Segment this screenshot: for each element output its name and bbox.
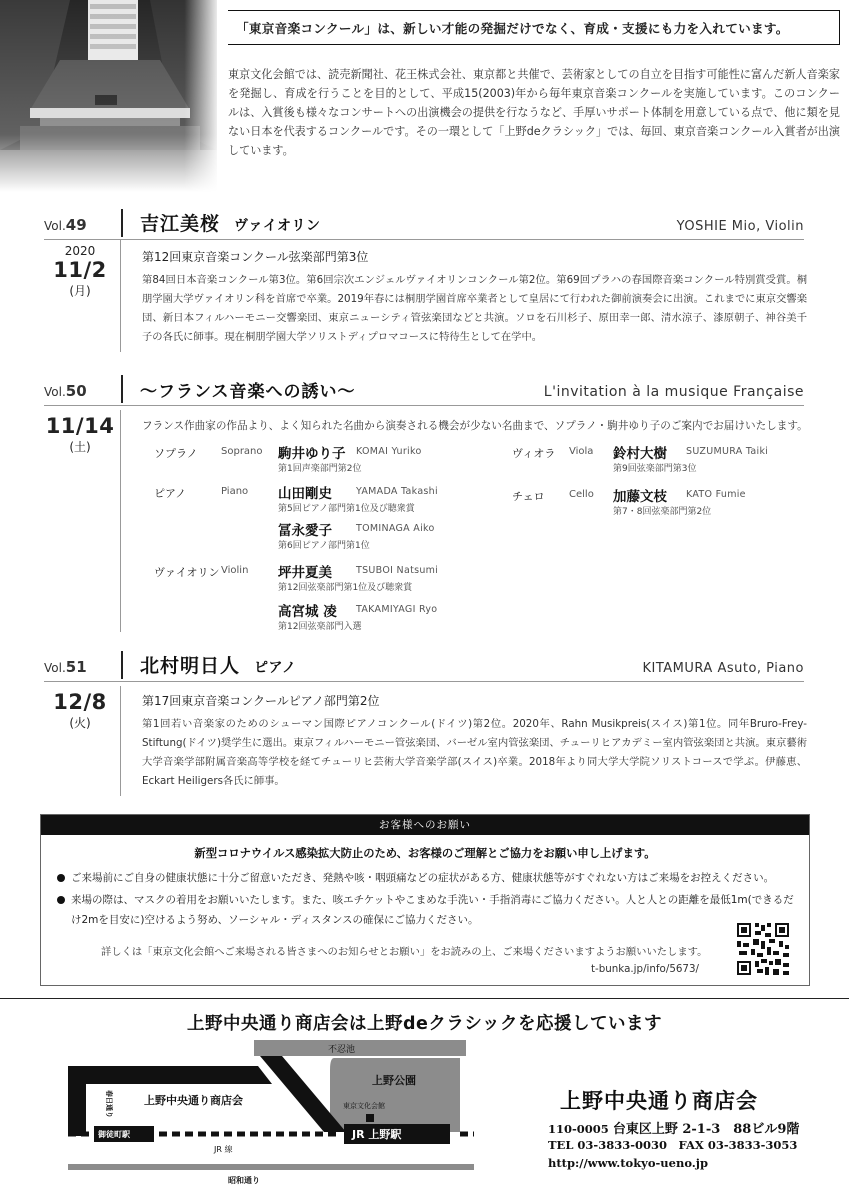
notice-detail: 詳しくは「東京文化会館へご来場される皆さまへのお知らせとお願い」をお読みの上、ご来場くださいますようお願いいたします。 [101,946,708,958]
label-street: 上野中央通り商店会 [144,1094,243,1107]
postal-code: 110-0005 [548,1122,609,1136]
label-shinobazu: 不忍池 [328,1045,356,1055]
association-tel: TEL 03-3833-0030 FAX 03-3833-3053 [548,1138,798,1152]
intro-paragraph: 東京文化会館では、読売新聞社、花王株式会社、東京都と共催で、芸術家としての自立を目指す可能性に富んだ新人音楽家を発掘し、育成を行うことを目的として、平成15(2003)年から毎年東京音楽コンクールを実施しています。このコンクールは、入賞後も様々なコンサートへの出演機会の提供を行なうなど、手厚いサポート体制を用意している点で、他に類を見ない日本を代表するコンクールです。その一環として「上野deクラシック」では、毎回、東京音楽コンクール入賞者が出演しています。 [228,68,840,157]
ueno-park-area [330,1058,460,1132]
vol49-title [140,209,320,236]
role-cello: チェロ [512,490,545,503]
performer-name-en: TOMINAGA Aiko [356,523,435,534]
date-month-day: 11/14 [45,414,115,438]
label-showa: 昭和通り [228,1176,260,1185]
vol49-roman-name: YOSHIE Mio, Violin [676,219,804,234]
vol49-header [44,206,804,240]
vol-rule [44,405,804,406]
label-ueno-park: 上野公園 [372,1074,416,1087]
date-year: 2020 [64,244,96,258]
performer-name: 鈴村大樹 [613,446,667,462]
association-address [548,1118,799,1137]
vol-divider [121,375,123,403]
performer-name: 高宮城 凌 [278,604,337,620]
label-ueno-station: JR 上野駅 [352,1128,402,1141]
vol49-label [44,216,87,234]
label-jr-line: JR 線 [214,1145,233,1154]
label-kasuga: 春日通り [105,1090,113,1118]
vol50-lead: フランス作曲家の作品より、よく知られた名曲から演奏される機会が少ない名曲まで、ソプラノ・駒井ゆり子のご案内でお届けいたします。 [142,420,808,432]
date-weekday: (火) [69,716,91,730]
label-hall: 東京文化会館 [343,1102,385,1110]
performer-note: 第12回弦楽部門第1位及び聴衆賞 [278,583,413,593]
vol-number: 51 [65,658,87,676]
bullet-text: ご来場前にご自身の健康状態に十分ご留意いただき、発熱や咳・咽頭痛などの症状がある方、健康状態等がすぐれない方はご来場をお控えください。 [71,872,775,884]
vol49-award: 第12回東京音楽コンクール弦楽部門第3位 [142,250,369,264]
footer-title: 上野中央通り商店会は上野deクラシックを応援しています [186,1014,663,1034]
bullet-icon [57,896,65,904]
showa-street [68,1164,474,1170]
vol49-date [44,244,116,299]
concert-hall-photo [0,0,217,192]
performer-name-en: SUZUMURA Taiki [686,446,769,457]
performer-name: 山田剛史 [278,486,332,502]
intro-headline: 「東京音楽コンクール」は、新しい才能の発掘だけでなく、育成・支援にも力を入れています。 [228,10,840,45]
performer-name-en: TAKAMIYAGI Ryo [356,604,438,615]
association-name: 上野中央通り商店会 [560,1088,758,1113]
role-en: Violin [221,565,249,576]
date-month-day: 11/2 [53,258,107,282]
performer-name-en: KATO Fumie [686,489,746,500]
hall-marker-icon [366,1114,374,1122]
performer-name: 加藤文枝 [613,489,667,505]
vol50-title: 〜フランス音楽への誘い〜 [140,382,356,402]
vol-prefix: Vol. [44,385,66,399]
performer-name: 吉江美桜 [140,213,221,235]
performer-name: 駒井ゆり子 [278,446,346,462]
qr-code-icon[interactable] [735,921,791,977]
vol49-bio: 第84回日本音楽コンクール第3位。第6回宗次エンジェルヴァイオリンコンクール第2位。第69回プラハの春国際音楽コンクール特別賞受賞。桐朋学園大学ヴァイオリン科を首席で卒業。2019年春には桐朋学園首席卒業者として皇居にて行われた御前演奏会に出演。これまでに東京交響楽団、新日本フィルハーモニー交響楽団、東京ニューシティ管弦楽団などと共演。ソロを石川杉子、原田幸一郎、清水涼子、漆原朝子、神谷美千子の各氏に師事。現在桐朋学園大学ソリストディプロマコースに特待生として在学中。 [142,274,807,343]
intro-section [228,10,840,160]
vol-divider [121,209,123,237]
vol51-title [140,651,296,678]
date-divider [120,686,121,796]
shinobazu-street [254,1040,466,1056]
performer-name-en: YAMADA Takashi [356,486,438,497]
vol-divider [121,651,123,679]
date-weekday: (土) [69,440,91,454]
role-violin: ヴァイオリン [154,566,220,579]
bullet-icon [57,874,65,882]
vol50-roman-title: L'invitation à la musique Française [543,384,804,400]
performer-name: 北村明日人 [140,655,241,677]
date-month-day: 12/8 [53,690,107,714]
notice-lead: 新型コロナウイルス感染拡大防止のため、お客様のご理解とご協力をお願い申し上げます。 [194,847,656,860]
instrument: ピアノ [254,660,297,676]
date-weekday: (月) [69,284,91,298]
notice-bullet [57,868,797,888]
role-en: Soprano [221,446,263,457]
area-map [58,1040,532,1192]
vol51-bio: 第1回若い音楽家のためのシューマン国際ピアノコンクール(ドイツ)第2位。2020年、Rahn Musikpreis(スイス)第1位。同年Bruro-Frey-Stiftung(ドイツ)奨学生に選出。東京フィルハーモニー管弦楽団、バーゼル室内管弦楽団、チューリヒアカデミー室内管弦楽団と共演。東京藝術大学音楽学部附属音楽高等学校を経てチューリヒ芸術大学音楽学部(スイス)卒業。2018年より同大学大学院ソリストコースで学ぶ。伊藤恵、Eckart Heiligers各氏に師事。 [142,718,807,787]
notice-heading: お客様へのお願い [41,815,809,835]
vol-prefix: Vol. [44,661,66,675]
vol-number: 49 [65,216,87,234]
vol51-award: 第17回東京音楽コンクールピアノ部門第2位 [142,694,380,708]
notice-bullet [57,890,797,930]
association-web[interactable]: http://www.tokyo-ueno.jp [548,1156,709,1170]
bullet-text: 来場の際は、マスクの着用をお願いいたします。また、咳エチケットやこまめな手洗い・手指消毒にご協力ください。人と人との距離を最低1m(できるだけ2mを目安に)空けるよう努め、ソーシャル・ディスタンスの確保にご協力ください。 [71,894,794,926]
vol51-roman-name: KITAMURA Asuto, Piano [642,661,804,676]
performer-note: 第7・8回弦楽部門第2位 [613,507,712,517]
performer-note: 第1回声楽部門第2位 [278,464,362,474]
notice-box [40,814,810,986]
role-soprano: ソプラノ [154,447,198,460]
performer-name-en: TSUBOI Natsumi [356,565,439,576]
vol51-header [44,648,804,682]
notice-url[interactable]: t-bunka.jp/info/5673/ [590,963,699,975]
role-en: Cello [569,489,594,500]
role-en: Viola [569,446,594,457]
vol-prefix: Vol. [44,219,66,233]
address-text: 台東区上野 2-1-3 88ビル9階 [612,1122,800,1137]
footer-divider [0,998,849,999]
main-road [68,1066,272,1084]
vol51-date [44,690,116,731]
vol50-header [44,372,804,406]
performer-note: 第9回弦楽部門第3位 [613,464,697,474]
role-viola: ヴィオラ [512,447,556,460]
vol50-date [44,414,116,455]
performer-note: 第12回弦楽部門入選 [278,622,362,632]
vol-number: 50 [65,382,87,400]
date-divider [120,240,121,352]
vol50-label [44,382,87,400]
performer-note: 第6回ピアノ部門第1位 [278,541,370,551]
vol51-label [44,658,87,676]
instrument: ヴァイオリン [234,218,321,234]
vol-rule [44,681,804,682]
role-piano: ピアノ [154,487,187,500]
performer-note: 第5回ピアノ部門第1位及び聴衆賞 [278,504,415,514]
performer-name: 坪井夏美 [278,565,332,581]
performer-name-en: KOMAI Yuriko [356,446,422,457]
role-en: Piano [221,486,249,497]
date-divider [120,410,121,632]
left-road [68,1066,86,1136]
performer-name: 冨永愛子 [278,523,332,539]
vol-rule [44,239,804,240]
label-okachimachi: 御徒町駅 [98,1130,130,1139]
